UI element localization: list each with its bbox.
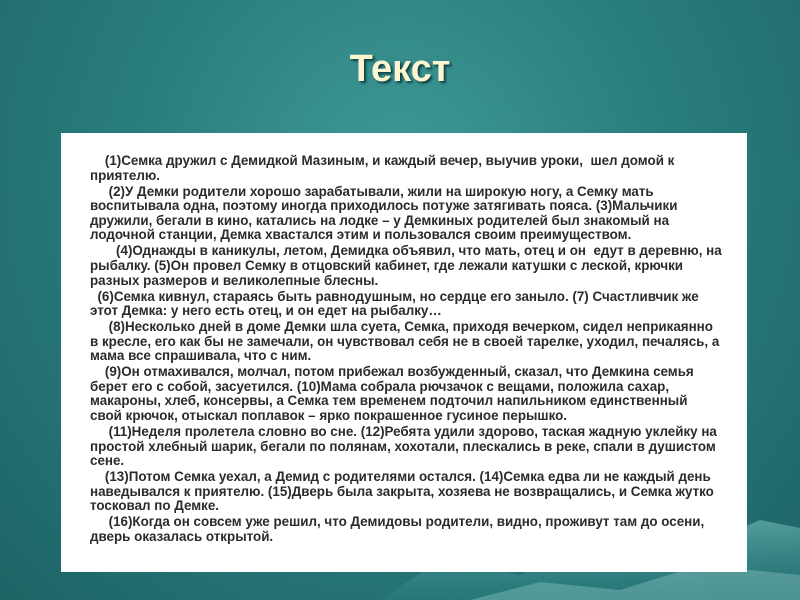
- text-paragraph-2: (2)У Демки родители хорошо зарабатывали, жили на широкую ногу, а Семку мать воспитывала одна, поэтому иногда приходилось потуже затягивать пояса. (3)Мальчики дружили, бегали в кино, катались на лодке – у Демкиных родителей был знакомый на лодочной станции, Демка хвастался этим и пользовался своим преимуществом.: [90, 183, 682, 243]
- text-paragraph-6: (9)Он отмахивался, молчал, потом прибежал возбужденный, сказал, что Демкина семья берет его с собой, засуетился. (10)Мама собрала рючзачок с вещами, положила сахар, макароны, хлеб, консервы, а Семка тем временем подточил напильником единственный свой крючок, отыскал поплавок – ярко покрашенное гусиное перышко.: [90, 364, 698, 424]
- slide-title: Текст: [349, 48, 451, 90]
- text-paragraph-1: (1)Семка дружил с Демидкой Мазиным, и каждый вечер, выучив уроки, шел домой к приятелю.: [90, 153, 679, 183]
- text-paragraph-8: (13)Потом Семка уехал, а Демид с родителями остался. (14)Семка едва ли не каждый день наведывался к приятелю. (15)Дверь была закрыта, хозяева не возвращались, и Семка жутко тосковал по Демке.: [90, 469, 718, 514]
- text-panel: [61, 133, 747, 572]
- text-body: [90, 153, 726, 545]
- text-paragraph-7: (11)Неделя пролетела словно во сне. (12)Ребята удили здорово, таская жадную уклейку на простой хлебный шарик, бегали по полянам, хохотали, плескались в реке, спали в душистом сене.: [90, 424, 721, 469]
- text-paragraph-9: (16)Когда он совсем уже решил, что Демидовы родители, видно, проживут там до осени, дверь оказалась открытой.: [90, 514, 708, 544]
- text-paragraph-5: (8)Несколько дней в доме Демки шла суета, Семка, приходя вечерком, сидел неприкаянно в кресле, его как бы не замечали, он чувствовал себя не в своей тарелке, уходил, печалясь, а мама все спрашивала, что с ним.: [90, 319, 724, 364]
- text-paragraph-3: (4)Однажды в каникулы, летом, Демидка объявил, что мать, отец и он едут в деревню, на рыбалку. (5)Он провел Семку в отцовский кабинет, где лежали катушки с леской, крючки разных размеров и великолепные блесны.: [90, 243, 726, 288]
- text-paragraph-4: (6)Семка кивнул, стараясь быть равнодушным, но сердце его заныло. (7) Счастливчик же этот Демка: у него есть отец, и он едет на рыбалку…: [90, 288, 703, 319]
